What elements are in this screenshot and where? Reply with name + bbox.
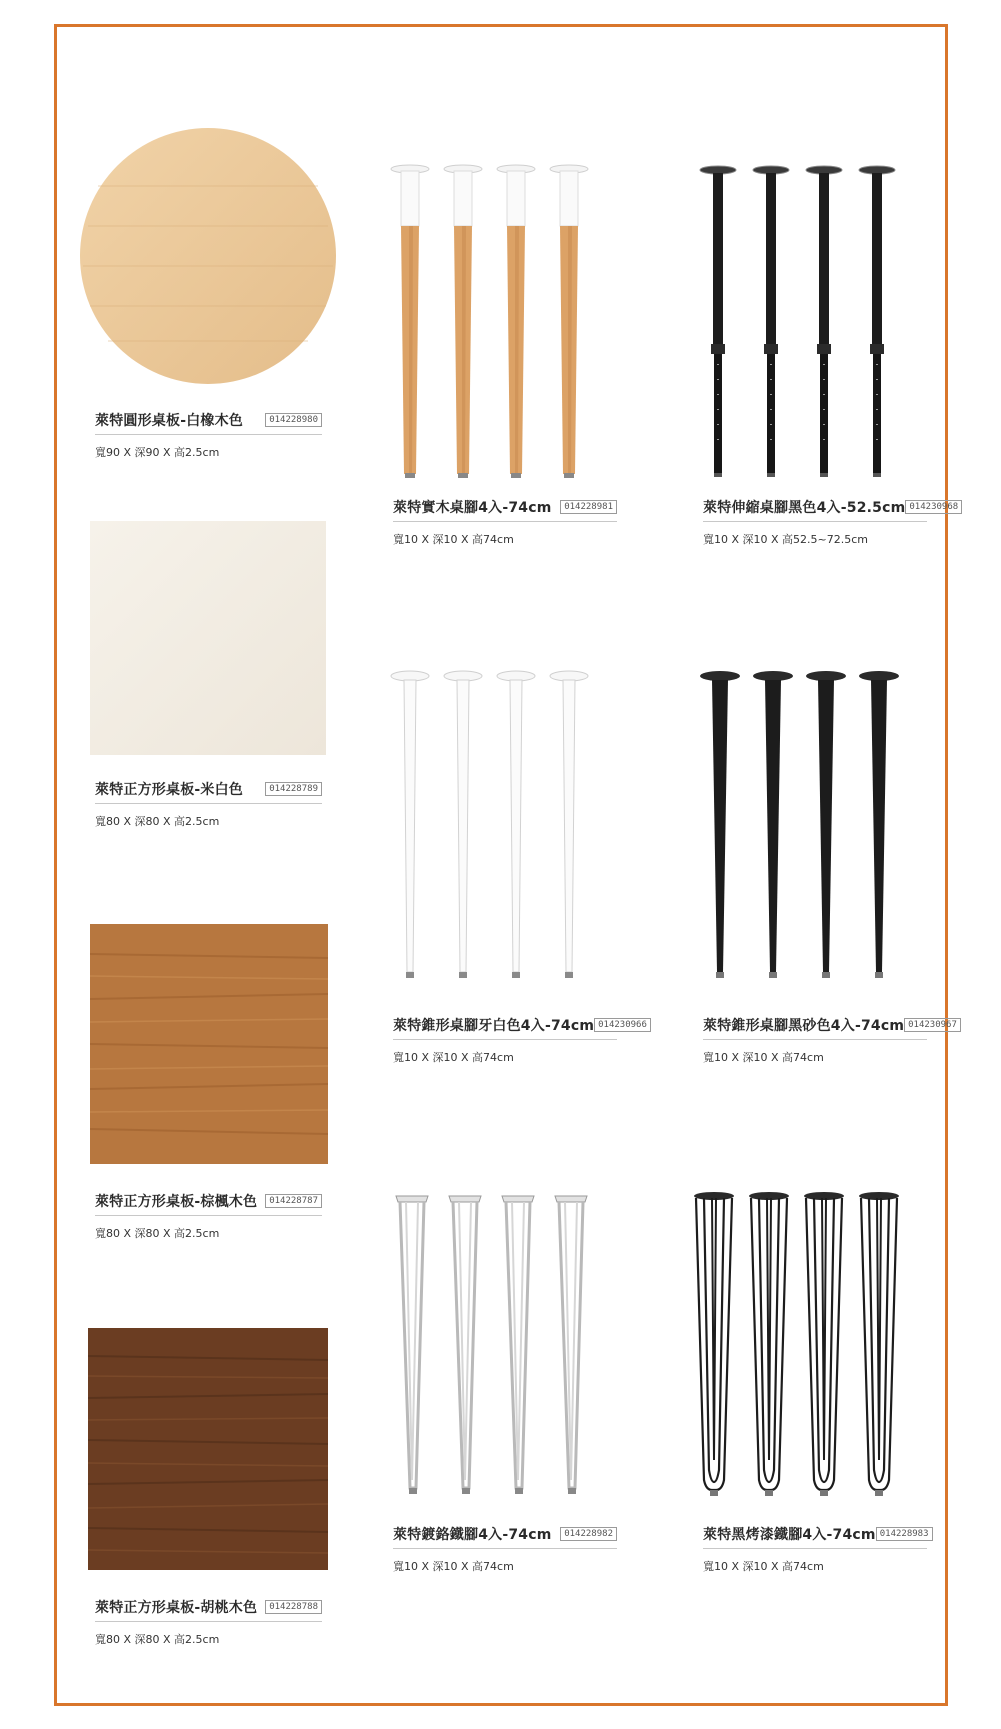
product-dimensions: 寬80 X 深80 X 高2.5cm xyxy=(95,1633,220,1646)
round-tabletop-oak-image xyxy=(78,126,338,386)
product-dimensions: 寬10 X 深10 X 高52.5~72.5cm xyxy=(703,533,869,546)
product-name: 萊特正方形桌板-米白色 xyxy=(95,782,244,798)
black-hairpin-legs-image xyxy=(692,1190,908,1506)
product-caption xyxy=(95,779,322,829)
product-code: 014228983 xyxy=(876,1527,933,1541)
product-code: 014228787 xyxy=(265,1194,322,1208)
chrome-hairpin-legs-icon xyxy=(392,1190,606,1506)
wood-legs-image xyxy=(388,162,602,480)
product-code: 014228980 xyxy=(265,413,322,427)
square-tabletop-teak-image xyxy=(90,924,328,1164)
product-name: 萊特錐形桌腳牙白色4入-74cm xyxy=(393,1018,595,1034)
tapered-black-legs-icon xyxy=(698,670,910,986)
product-caption xyxy=(95,1191,322,1241)
product-caption xyxy=(393,1015,647,1065)
square-tabletop-white-image xyxy=(90,521,326,755)
product-code: 014228788 xyxy=(265,1600,322,1614)
product-caption xyxy=(95,1597,322,1647)
product-code: 014230967 xyxy=(904,1018,961,1032)
product-caption xyxy=(95,410,322,460)
black-hairpin-legs-icon xyxy=(692,1190,908,1506)
product-caption xyxy=(703,1524,927,1574)
product-name: 萊特正方形桌板-胡桃木色 xyxy=(95,1600,258,1616)
telescopic-black-legs-icon xyxy=(698,164,910,480)
square-tabletop-walnut-image xyxy=(88,1328,328,1570)
product-name: 萊特伸縮桌腳黑色4入-52.5cm xyxy=(703,500,906,516)
square-tabletop-icon xyxy=(90,521,326,755)
product-dimensions: 寬90 X 深90 X 高2.5cm xyxy=(95,446,220,459)
product-caption xyxy=(703,497,959,547)
product-caption xyxy=(393,497,617,547)
product-name: 萊特正方形桌板-棕楓木色 xyxy=(95,1194,258,1210)
product-dimensions: 寬80 X 深80 X 高2.5cm xyxy=(95,815,220,828)
tapered-white-legs-image xyxy=(388,670,602,984)
product-name: 萊特圓形桌板-白橡木色 xyxy=(95,413,244,429)
product-code: 014230968 xyxy=(905,500,962,514)
product-code: 014228982 xyxy=(560,1527,617,1541)
product-dimensions: 寬10 X 深10 X 高74cm xyxy=(703,1560,824,1573)
product-code: 014228789 xyxy=(265,782,322,796)
product-name: 萊特黑烤漆鐵腳4入-74cm xyxy=(703,1527,876,1543)
product-dimensions: 寬80 X 深80 X 高2.5cm xyxy=(95,1227,220,1240)
square-tabletop-icon xyxy=(90,924,328,1164)
chrome-hairpin-legs-image xyxy=(392,1190,606,1506)
tapered-black-legs-image xyxy=(698,670,910,986)
round-tabletop-icon xyxy=(78,126,338,386)
telescopic-black-legs-image xyxy=(698,164,910,480)
product-name: 萊特錐形桌腳黑砂色4入-74cm xyxy=(703,1018,905,1034)
product-dimensions: 寬10 X 深10 X 高74cm xyxy=(393,1051,514,1064)
product-code: 014228981 xyxy=(560,500,617,514)
product-code: 014230966 xyxy=(594,1018,651,1032)
product-name: 萊特實木桌腳4入-74cm xyxy=(393,500,552,516)
product-dimensions: 寬10 X 深10 X 高74cm xyxy=(393,533,514,546)
product-name: 萊特鍍鉻鐵腳4入-74cm xyxy=(393,1527,552,1543)
product-dimensions: 寬10 X 深10 X 高74cm xyxy=(703,1051,824,1064)
wood-legs-icon xyxy=(388,162,602,480)
product-caption xyxy=(393,1524,617,1574)
tapered-white-legs-icon xyxy=(388,670,602,984)
product-dimensions: 寬10 X 深10 X 高74cm xyxy=(393,1560,514,1573)
square-tabletop-icon xyxy=(88,1328,328,1570)
product-caption xyxy=(703,1015,957,1065)
